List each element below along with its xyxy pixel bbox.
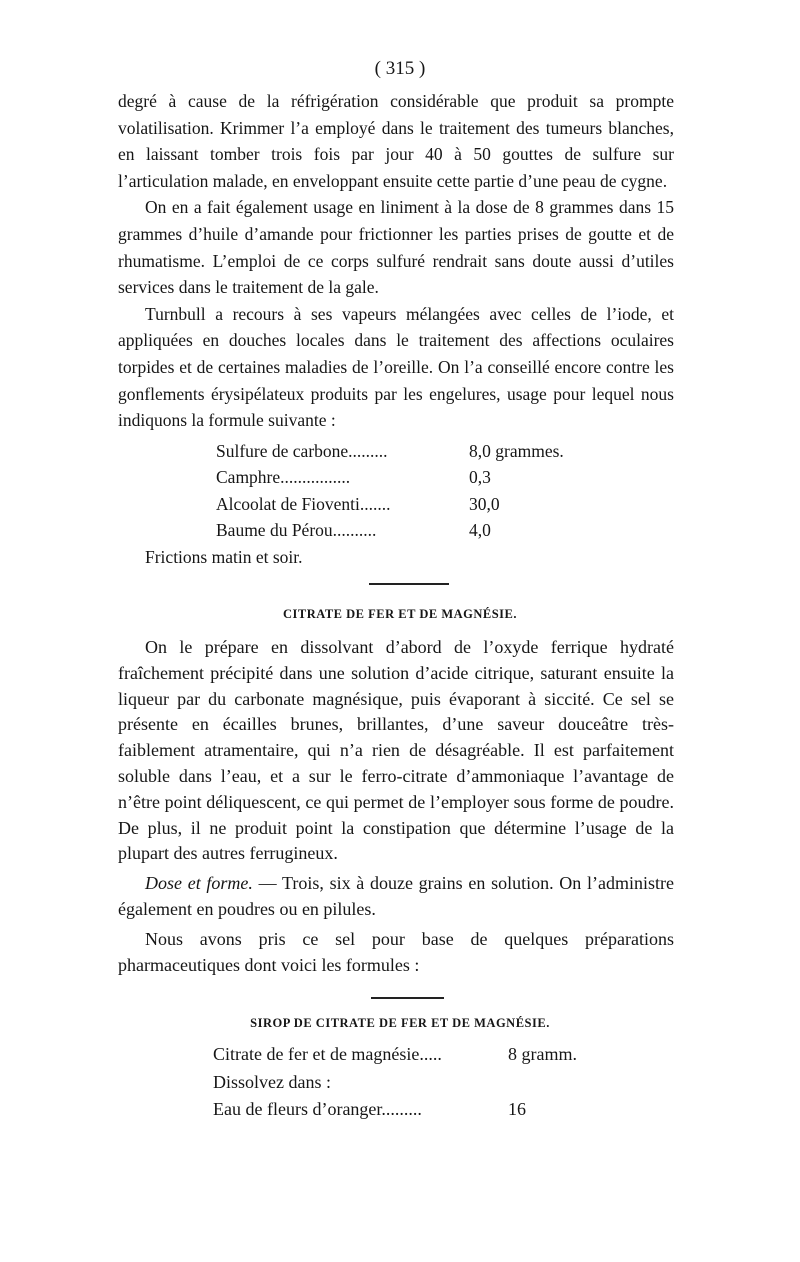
ingredient-quantity: 0,3 [469,467,491,488]
ingredient-name: Alcoolat de Fioventi....... [216,493,391,514]
section-citrate [118,635,674,982]
ingredient-quantity: 8,0 grammes. [469,440,564,461]
recipe-row [216,438,674,465]
page-number: ( 315 ) [374,58,426,79]
paragraph-liniment: On en a fait également usage en liniment à la dose de 8 grammes dans 15 grammes d’huile d’amande pour frictionner les parties prises de goutte et de rhumatisme. L’emploi de ce corps sulfuré rendrait sans doute aussi d’utiles services dans le traitement de la gale. [118,197,674,298]
ingredient-quantity: 4,0 [469,520,491,541]
section-sulfure-de-carbone [118,88,674,570]
recipe-row [213,1041,577,1069]
section-divider [369,583,449,585]
paragraph-dose [118,871,674,923]
recipe-row [213,1069,577,1097]
ingredient-name: Sulfure de carbone......... [216,440,388,461]
paragraph-krimmer: degré à cause de la réfrigération considérable que produit sa prompte volatilisation. Krimmer l’a employé dans le traitement des tumeurs blanches, en laissant tomber trois fois par jour 40 à 50 gouttes de sulfure sur l’articulation malade, en enveloppant ensuite cette partie d’une peau de cygne. [118,91,674,191]
ingredient-name: Baume du Pérou.......... [216,520,377,541]
recipe-row [213,1096,577,1124]
ingredient-quantity: 30,0 [469,493,500,514]
ingredient-name: Camphre................ [216,467,351,488]
ingredient-name: Dissolvez dans : [213,1071,331,1092]
recipe-row [216,491,674,518]
paragraph-preparation: On le prépare en dissolvant d’abord de l’oxyde ferrique hydraté fraîchement précipité dans une solution d’acide citrique, saturant ensuite la liqueur par du carbonate magnésique, puis évaporant à siccité. Ce sel se présente en écailles brunes, brillantes, d’une saveur douceâtre très-faiblement atramentaire, qui n’a rien de désagréable. Il est parfaitement soluble dans l’eau, et a sur le ferro-citrate d’ammoniaque l’avantage de n’être point déliquescent, ce qui permet de l’employer sous forme de poudre. De plus, il ne produit point la constipation que détermine l’usage de la plupart des autres ferrugineux. [118,637,674,864]
paragraph-formules: Nous avons pris ce sel pour base de quelques préparations pharmaceutiques dont voici les formules : [118,928,674,975]
paragraph-turnbull: Turnbull a recours à ses vapeurs mélangées avec celles de l’iode, et appliquées en douches locales dans le traitement des affections oculaires torpides et de certaines maladies de l’oreille. On l’a conseillé encore contre les gonflements érysipélateux produits par les engelures, usage pour lequel nous indiquons la formule suivante : [118,303,674,431]
section-heading-citrate: CITRATE DE FER ET DE MAGNÉSIE. [282,607,518,621]
dose-text: — Trois, six à douze grains en solution. On l’administre également en poudres ou en pilules. [118,873,674,919]
section-heading-sirop: SIROP DE CITRATE DE FER ET DE MAGNÉSIE. [250,1016,550,1030]
ingredient-quantity: 8 gramm. [508,1044,577,1064]
frictions-instruction: Frictions matin et soir. [145,546,303,567]
sirop-recipe [213,1041,577,1124]
recipe-list [216,438,674,544]
ingredient-name: Eau de fleurs d’oranger......... [213,1099,422,1119]
dose-label: Dose et forme. [145,873,253,894]
recipe-row [216,464,674,491]
ingredient-name: Citrate de fer et de magnésie..... [213,1044,442,1064]
recipe-row [216,517,674,544]
section-divider [371,997,444,999]
ingredient-quantity: 16 [508,1099,526,1119]
